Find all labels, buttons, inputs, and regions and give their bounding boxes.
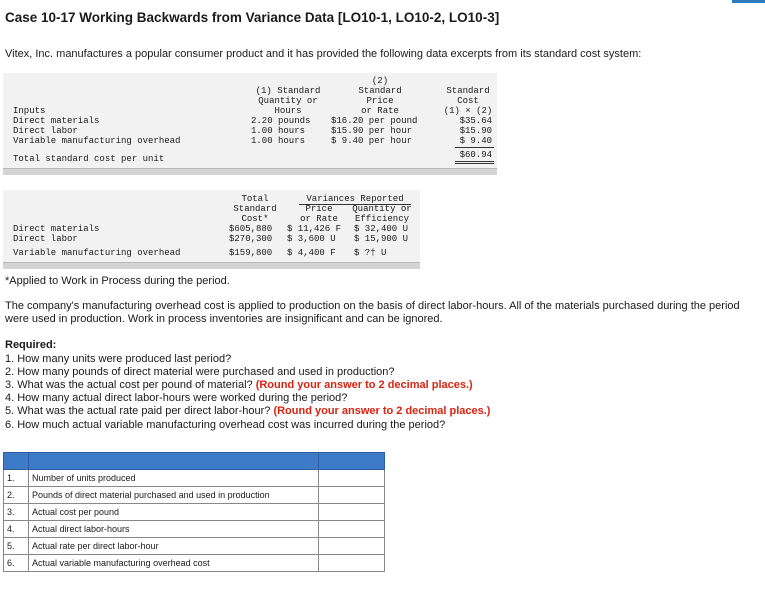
table-divider: [3, 262, 420, 269]
row-label: Variable manufacturing overhead: [13, 136, 181, 146]
row-cost: $ 9.40: [459, 136, 492, 146]
answer-row: [4, 538, 385, 555]
header-total-3: Cost*: [241, 214, 269, 224]
header-price-rate-2: or Rate: [300, 214, 338, 224]
row-label: Direct materials: [13, 116, 100, 126]
header-price-2: Standard: [358, 86, 402, 96]
answer-input-labor-hours[interactable]: [319, 521, 385, 538]
row-label: Direct labor: [13, 126, 78, 136]
answer-number: 1.: [4, 470, 29, 487]
answer-label: Actual rate per direct labor-hour: [29, 538, 319, 555]
row-quantity: 2.20 pounds: [251, 116, 311, 126]
header-price-1: (2): [371, 76, 389, 86]
answer-row: [4, 521, 385, 538]
header-quantity-1: (1) Standard: [255, 86, 321, 96]
row-total: $270,300: [229, 234, 273, 244]
header-price-rate-1: Price: [305, 204, 333, 214]
total-rule-2: [455, 163, 494, 164]
header-price-4: or Rate: [361, 106, 399, 116]
variance-table: [3, 190, 420, 262]
answer-row: [4, 487, 385, 504]
header-quantity-2: Quantity or: [258, 96, 318, 106]
row-cost: $35.64: [459, 116, 492, 126]
answer-number: 5.: [4, 538, 29, 555]
total-cost: $60.94: [459, 150, 492, 160]
header-total-2: Standard: [233, 204, 277, 214]
question-6: 6. How much actual variable manufacturing overhead cost was incurred during the period?: [5, 419, 446, 431]
answer-label: Actual variable manufacturing overhead cost: [29, 555, 319, 572]
question-3: 3. What was the actual cost per pound of material? (Round your answer to 2 decimal places.): [5, 379, 473, 391]
row-quantity-variance: $ 15,900 U: [354, 234, 409, 244]
answer-label: Number of units produced: [29, 470, 319, 487]
total-label: Total standard cost per unit: [13, 154, 165, 164]
answer-label: Pounds of direct material purchased and used in production: [29, 487, 319, 504]
answer-number: 4.: [4, 521, 29, 538]
overhead-paragraph: The company's manufacturing overhead cost is applied to production on the basis of direct labor-hours. All of the materials purchased during the period were used in production. Work in process inventories are insignificant and can be ignored.: [5, 300, 740, 325]
header-quantity-3: Hours: [274, 106, 302, 116]
row-quantity: 1.00 hours: [251, 126, 306, 136]
row-quantity-variance: $ ?† U: [354, 248, 387, 258]
answer-input-pounds-material[interactable]: [319, 487, 385, 504]
answer-row: [4, 470, 385, 487]
standard-cost-table: [3, 73, 497, 168]
answer-input-overhead-cost[interactable]: [319, 555, 385, 572]
row-label: Direct materials: [13, 224, 100, 234]
row-price-variance: $ 11,426 F: [287, 224, 342, 234]
row-cost: $15.90: [459, 126, 492, 136]
row-total: $605,880: [229, 224, 273, 234]
total-rule-1: [455, 161, 494, 162]
row-quantity: 1.00 hours: [251, 136, 306, 146]
row-label: Variable manufacturing overhead: [13, 248, 181, 258]
question-2: 2. How many pounds of direct material were purchased and used in production?: [5, 366, 395, 378]
header-cost-2: Cost: [457, 96, 479, 106]
question-5: 5. What was the actual rate paid per direct labor-hour? (Round your answer to 2 decimal places.): [5, 405, 491, 417]
question-1: 1. How many units were produced last period?: [5, 353, 232, 365]
answer-number: 2.: [4, 487, 29, 504]
subtotal-rule: [455, 147, 494, 148]
row-price: $16.20 per pound: [331, 116, 418, 126]
answer-input-rate-per-hour[interactable]: [319, 538, 385, 555]
header-qty-eff-1: Quantity or: [352, 204, 412, 214]
answer-row: [4, 504, 385, 521]
answer-label: Actual direct labor-hours: [29, 521, 319, 538]
rounding-note: (Round your answer to 2 decimal places.): [273, 405, 491, 417]
answer-number: 6.: [4, 555, 29, 572]
header-price-3: Price: [366, 96, 394, 106]
row-price-variance: $ 3,600 U: [287, 234, 336, 244]
page-title: Case 10-17 Working Backwards from Variance Data [LO10-1, LO10-2, LO10-3]: [5, 10, 500, 25]
row-price-variance: $ 4,400 F: [287, 248, 336, 258]
answer-table-header: [4, 453, 385, 470]
table-divider: [3, 168, 497, 175]
row-price: $15.90 per hour: [331, 126, 413, 136]
answer-input-cost-per-pound[interactable]: [319, 504, 385, 521]
question-4: 4. How many actual direct labor-hours were worked during the period?: [5, 392, 348, 404]
rounding-note: (Round your answer to 2 decimal places.): [255, 379, 473, 391]
required-heading: Required:: [5, 339, 57, 351]
row-label: Direct labor: [13, 234, 78, 244]
top-accent-bar: [732, 0, 765, 3]
header-cost-3: (1) × (2): [443, 106, 493, 116]
row-quantity-variance: $ 32,400 U: [354, 224, 409, 234]
header-qty-eff-2: Efficiency: [354, 214, 409, 224]
footnote: *Applied to Work in Process during the period.: [5, 275, 230, 287]
answer-row: [4, 555, 385, 572]
intro-text: Vitex, Inc. manufactures a popular consumer product and it has provided the following data excerpts from its standard cost system:: [5, 48, 642, 60]
answer-number: 3.: [4, 504, 29, 521]
inputs-label: Inputs: [13, 106, 46, 116]
answer-label: Actual cost per pound: [29, 504, 319, 521]
answer-table: [3, 452, 385, 572]
row-total: $159,800: [229, 248, 273, 258]
header-cost-1: Standard: [446, 86, 490, 96]
header-total-1: Total: [241, 194, 269, 204]
row-price: $ 9.40 per hour: [331, 136, 413, 146]
header-variances: Variances Reported: [306, 194, 404, 204]
answer-input-units-produced[interactable]: [319, 470, 385, 487]
